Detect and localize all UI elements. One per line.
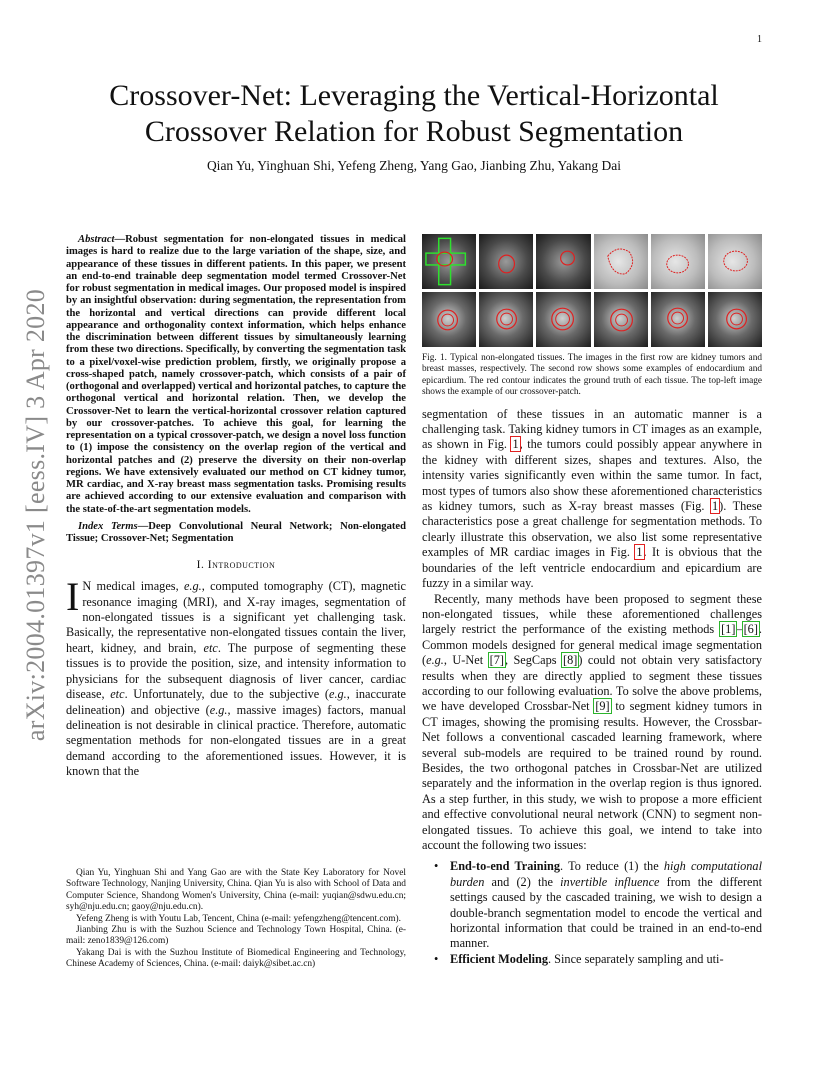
intro-text: . Unfortunately, due to the subjective (: [124, 687, 329, 702]
body-em: e.g.: [426, 653, 444, 668]
author-list: Qian Yu, Yinghuan Shi, Yefeng Zheng, Yang Gao, Jianbing Zhu, Yakang Dai: [206, 158, 622, 173]
body-text: ) could not obtain very satisfactory results when they are directly applied to segment these tissues according to our following evaluation. To solve the above problems, we have developed Crossbar-Net: [422, 653, 762, 714]
intro-em: etc: [110, 687, 125, 702]
intro-text: N medical images,: [82, 579, 184, 594]
figure-tile-cardiac-6: [708, 292, 762, 347]
bullet-em: high computational burden: [450, 859, 762, 889]
citation-link[interactable]: [7]: [489, 653, 504, 668]
bullet-title: End-to-end Training: [450, 859, 560, 874]
left-column: [66, 234, 406, 780]
list-item: [422, 859, 762, 951]
figure-1-caption: Fig. 1. Typical non-elongated tissues. The images in the first row are kidney tumors and breast masses, respectively. The second row shows some examples of endocardium and epicardium. The red contour indicates the ground truth of each tissue. The top-left image shows the example of our crossover-patch.: [422, 353, 762, 398]
section-heading-introduction: I. Introduction: [196, 559, 276, 572]
bullet-text: . Since separately sampling and uti-: [548, 951, 724, 966]
intro-text: , massive images) factors, manual delineation is not desirable in clinical practice. Therefore, automatic segmentation methods for non-elongated tissues are in a great demand according to the aforementioned issues. However, it is known that the: [66, 702, 406, 779]
index-terms-text: —Deep Convolutional Neural Network; Non-elongated Tissue; Crossover-Net; Segmentation: [66, 520, 406, 544]
dropcap: I: [66, 574, 80, 620]
bullet-text: and (2) the: [484, 874, 561, 889]
intro-em: etc: [203, 640, 218, 655]
footnote: Qian Yu, Yinghuan Shi and Yang Gao are with the State Key Laboratory for Novel Software Technology, Nanjing University, China. Qian Yu is also with School of Data and Computer Science, Shandong Women's University, China (e-mail: yuqian@sdwu.edu.cn; syh@nju.edu.cn; gaoy@nju.edu.cn).: [66, 868, 406, 913]
page-number: 1: [757, 34, 762, 45]
body-text: . It is obvious that the boundaries of the left ventricle endocardium and epicardium are fuzzy in a similar way.: [422, 545, 762, 591]
intro-em: e.g.: [209, 702, 228, 717]
figure-tile-kidney-crossover: [422, 234, 476, 289]
right-paragraph-2: [422, 592, 762, 854]
bullet-text: from the different settings caused by the cascaded training, we wish to design a double-branch segmentation model to encode the vertical and horizontal information that could be trained in an end-to-end manner.: [450, 874, 763, 951]
figure-ref-link[interactable]: 1: [636, 545, 643, 560]
figure-tile-breast-mass-1: [594, 234, 648, 289]
figure-tile-cardiac-4: [594, 292, 648, 347]
figure-tile-cardiac-3: [536, 292, 590, 347]
abstract-label: Abstract: [78, 234, 115, 245]
intro-text: , inaccurate delineation) and objective (: [66, 687, 406, 717]
bullet-title: Efficient Modeling: [450, 951, 549, 966]
figure-tile-kidney-tumor-3: [536, 234, 590, 289]
body-text: , U-Net: [443, 653, 489, 668]
right-column: [422, 234, 762, 967]
citation-link[interactable]: [1]: [721, 622, 736, 637]
list-item: [422, 952, 762, 967]
footnote: Jianbing Zhu is with the Suzhou Science and Technology Town Hospital, China. (e-mail: zeno1839@126.com): [66, 925, 406, 947]
index-terms: [66, 521, 406, 546]
intro-paragraph: [66, 574, 406, 779]
index-terms-label: Index Terms: [78, 520, 138, 532]
abstract: [66, 234, 406, 516]
footnote: Yakang Dai is with the Suzhou Institute of Biomedical Engineering and Technology, Chinese Academy of Sciences, China. (e-mail: daiyk@sibet.ac.cn): [66, 947, 406, 970]
figure-tile-kidney-tumor-2: [479, 234, 533, 289]
intro-text: , computed tomography (CT), magnetic resonance imaging (MRI), and X-ray images, segmentation of non-elongated tissues is a significant yet challenging task. Basically, the representative non-elongated tissues contain the liver, heart, kidney, and brain,: [66, 579, 406, 655]
paper-title: Crossover-Net: Leveraging the Vertical-Horizontal Crossover Relation for Robust Segmentation: [109, 79, 719, 148]
figure-tile-cardiac-2: [479, 292, 533, 347]
body-text: , the tumors could possibly appear anywhere in the kidney with different sizes, shapes and textures. Also, the intensity varies significantly even within the same tumor. In fact, most types of tumors also show these aforementioned characteristics as kidney tumors, such as X-ray breast masses (Fig.: [422, 437, 762, 514]
figure-ref-link[interactable]: 1: [512, 437, 519, 452]
intro-em: e.g.: [328, 687, 347, 702]
bullet-text: . To reduce (1) the: [560, 859, 664, 874]
figure-1-image-grid: [422, 234, 762, 347]
footnote: Yefeng Zheng is with Youtu Lab, Tencent, China (e-mail: yefengzheng@tencent.com).: [76, 913, 401, 924]
issue-list: [422, 859, 762, 967]
figure-tile-breast-mass-3: [708, 234, 762, 289]
arxiv-identifier: arXiv:2004.01397v1 [eess.IV] 3 Apr 2020: [21, 288, 50, 742]
bullet-em: invertible influence: [560, 874, 660, 889]
body-text: . Common models designed for general medical image segmentation (: [422, 622, 762, 668]
intro-text: . The purpose of segmenting these tissues is to provide the position, size, and intensity information to physicians for the subsequent diagnosis of liver cancer, cardiac disease,: [66, 640, 406, 702]
body-text: Recently, many methods have been proposed to segment these non-elongated tissues, while these aforementioned challenges largely restrict the performance of the existing methods: [422, 591, 762, 637]
body-text: segmentation of these tissues in an automatic manner is a challenging task. Taking kidney tumors in CT images as an example, as shown in Fig.: [422, 406, 762, 452]
figure-ref-link[interactable]: 1: [711, 499, 719, 514]
footnotes: [66, 868, 406, 971]
body-text: –: [736, 622, 743, 637]
bullet-icon: •: [434, 859, 439, 874]
citation-link[interactable]: [6]: [743, 622, 758, 637]
right-paragraph-1: [422, 407, 762, 592]
figure-tile-breast-mass-2: [651, 234, 705, 289]
bullet-icon: •: [434, 951, 439, 966]
citation-link[interactable]: [9]: [595, 699, 610, 714]
figure-tile-cardiac-5: [651, 292, 705, 347]
figure-tile-cardiac-1: [422, 292, 476, 347]
abstract-text: —Robust segmentation for non-elongated tissues in medical images is hard to realize due to the large variation of the shape, size, and appearance of these tissues in different patients. In this paper, we present an end-to-end trainable deep segmentation model termed Crossover-Net for robust segmentation in medical images. Our proposed model is inspired by an insightful observation: during segmentation, the representation from the horizontal and vertical directions can provide different local appearance and orthogonality context information, which helps enhance the discrimination between different tissues by simultaneously learning from these two directions. Specifically, by converting the segmentation task to a pixel/voxel-wise prediction problem, firstly, we originally propose a cross-shaped patch, namely crossover-patch, which consists of a pair of (orthogonal and overlapped) vertical and horizontal patches, to capture the orthogonal vertical and horizontal relation. Then, we develop the Crossover-Net to learn the vertical-horizontal crossover relation captured by our crossover-patches. To achieve this goal, for learning the representation on a typical crossover-patch, we design a novel loss function to (1) impose the consistency on the overlap region of the vertical and horizontal patches and (2) preserve the diversity on their non-overlap regions. We have extensively evaluated our method on CT kidney tumor, MR cardiac, and X-ray breast mass segmentation tasks. Promising results are achieved according to our extensive evaluation and comparison with the state-of-the-art segmentation models.: [66, 234, 406, 515]
body-text: ). These characteristics pose a great challenge for segmentation methods. To clearly illustrate this observation, we also list some representative examples of MR cardiac images in Fig.: [422, 499, 762, 560]
citation-link[interactable]: [8]: [562, 653, 578, 668]
body-text: to segment kidney tumors in CT images, showing the promising results. However, the Crossbar-Net follows a conventional cascaded learning framework, where several sub-models are required to be trained round by round. Besides, the two orthogonal patches in Crossbar-Net are utilized separately and the information in the overlap region is thus ignored. As a step further, in this study, we wish to propose a more efficient and effective convolutional neural network (CNN) to segment non-elongated tissues. To achieve this goal, we intend to take into account the following two issues:: [422, 699, 763, 852]
intro-em: e.g.: [183, 579, 202, 594]
body-text: , SegCaps: [504, 653, 562, 668]
